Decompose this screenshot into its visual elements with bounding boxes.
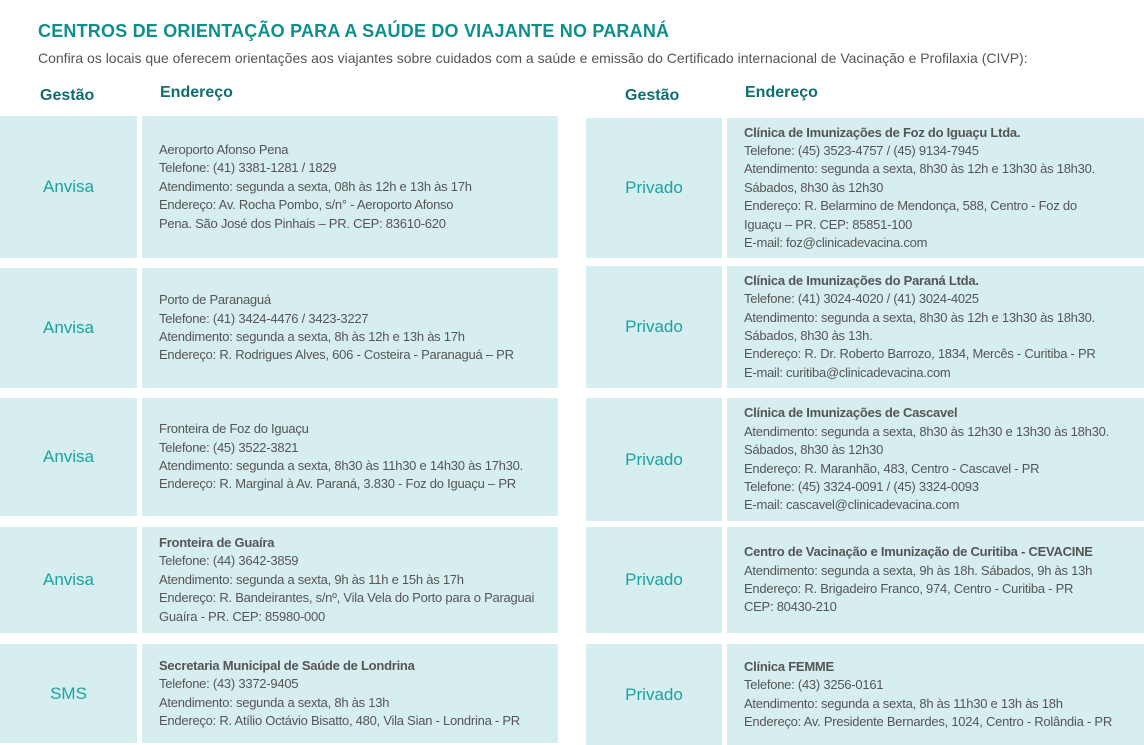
address-line: Endereço: R. Rodrigues Alves, 606 - Costeira - Paranaguá – PR [159,347,514,363]
left-gestao-cell: Anvisa [0,527,137,633]
address-line: Telefone: (41) 3424-4476 / 3423-3227 [159,310,369,326]
left-gestao-cell: Anvisa [0,116,137,258]
address-line: Atendimento: segunda a sexta, 8h às 11h30 e 13h às 18h [744,695,1063,711]
address-line: Telefone: (43) 3372-9405 [159,676,299,692]
center-name: Clínica de Imunizações de Foz do Iguaçu Ltda. [744,124,1021,140]
address-line: Fronteira de Foz do Iguaçu [159,421,309,437]
right-gestao-header: Gestão [625,87,680,104]
left-endereco-cell [142,398,558,516]
right-endereco-cell [727,527,1144,633]
address-line: Endereço: R. Dr. Roberto Barrozo, 1834, Mercês - Curitiba - PR [744,346,1096,362]
address-line: Telefone: (41) 3381-1281 / 1829 [159,160,337,176]
right-gestao-cell: Privado [586,118,722,258]
left-gestao-cell: SMS [0,644,137,743]
address-line: Pena. São José dos Pinhais – PR. CEP: 83610-620 [159,215,446,231]
address-line: Sábados, 8h30 às 12h30 [744,179,884,195]
address-line: Atendimento: segunda a sexta, 8h30 às 12h e 13h30 às 18h30. [744,161,1095,177]
address-line: Guaíra - PR. CEP: 85980-000 [159,608,325,624]
address-line: Atendimento: segunda a sexta, 8h30 às 11h30 e 14h30 às 17h30. [159,458,523,473]
address-line: Atendimento: segunda a sexta, 8h30 às 12h e 13h30 às 18h30. [744,309,1095,325]
address-line: Atendimento: segunda a sexta, 9h às 11h e 15h às 17h [159,571,464,587]
address-line: Telefone: (41) 3024-4020 / (41) 3024-4025 [744,291,979,307]
address-line: E-mail: curitiba@clinicadevacina.com [744,364,951,380]
address-line: Endereço: Av. Presidente Bernardes, 1024, Centro - Rolândia - PR [744,713,1112,729]
left-gestao-cell: Anvisa [0,398,137,516]
left-gestao-header: Gestão [40,87,95,104]
center-name: Secretaria Municipal de Saúde de Londrina [159,657,415,673]
center-name: Fronteira de Guaíra [159,534,275,550]
address-line: E-mail: foz@clinicadevacina.com [744,235,928,251]
address-line: Atendimento: segunda a sexta, 8h às 12h e 13h às 17h [159,329,465,344]
right-gestao-cell: Privado [586,644,722,745]
address-line: Sábados, 8h30 às 12h30 [744,442,884,458]
address-line: CEP: 80430-210 [744,599,837,615]
address-line: Endereço: R. Maranhão, 483, Centro - Cascavel - PR [744,460,1040,476]
center-name: Centro de Vacinação e Imunização de Curitiba - CEVACINE [744,544,1093,560]
address-line: Telefone: (45) 3523-4757 / (45) 9134-7945 [744,142,979,158]
address-line: Atendimento: segunda a sexta, 08h às 12h e 13h às 17h [159,178,472,194]
left-endereco-cell [142,644,558,743]
left-gestao-cell: Anvisa [0,268,137,388]
right-gestao-cell: Privado [586,266,722,388]
address-line: Iguaçu – PR. CEP: 85851-100 [744,216,913,232]
right-gestao-cell: Privado [586,398,722,521]
center-name: Clínica de Imunizações do Paraná Ltda. [744,272,979,288]
left-endereco-cell [142,116,558,258]
address-line: Atendimento: segunda a sexta, 8h às 13h [159,694,390,710]
address-line: Atendimento: segunda a sexta, 9h às 18h. Sábados, 9h às 13h [744,562,1093,578]
right-endereco-cell [727,398,1144,521]
address-line: Telefone: (45) 3522-3821 [159,439,299,455]
left-endereco-header: Endereço [160,84,233,101]
address-line: Endereço: Av. Rocha Pombo, s/n° - Aeroporto Afonso [159,197,454,213]
address-line: Endereço: R. Brigadeiro Franco, 974, Centro - Curitiba - PR [744,581,1074,596]
address-line: Endereço: R. Atílio Octávio Bisatto, 480, Vila Sian - Londrina - PR [159,712,520,728]
address-line: Telefone: (43) 3256-0161 [744,677,884,693]
center-name: Clínica FEMME [744,658,834,674]
center-name: Clínica de Imunizações de Cascavel [744,405,958,421]
address-line: Endereço: R. Bandeirantes, s/nº, Vila Vela do Porto para o Paraguai [159,590,535,606]
address-line: Telefone: (45) 3324-0091 / (45) 3324-0093 [744,478,979,494]
right-endereco-header: Endereço [745,84,818,101]
address-line: Endereço: R. Marginal à Av. Paraná, 3.830 - Foz do Iguaçu – PR [159,476,516,492]
right-endereco-cell [727,118,1144,258]
right-endereco-cell [727,266,1144,388]
page-subtitle: Confira os locais que oferecem orientações aos viajantes sobre cuidados com a saúde e emissão do Certificado internacional de Vacinação e Profilaxia (CIVP): [38,50,1028,66]
address-line: Telefone: (44) 3642-3859 [159,553,299,569]
left-endereco-cell [142,527,558,633]
page-title: CENTROS DE ORIENTAÇÃO PARA A SAÚDE DO VIAJANTE NO PARANÁ [38,21,670,41]
address-line: E-mail: cascavel@clinicadevacina.com [744,497,960,513]
address-line: Endereço: R. Belarmino de Mendonça, 588, Centro - Foz do [744,198,1077,214]
address-line: Porto de Paranaguá [159,292,271,308]
address-line: Atendimento: segunda a sexta, 8h30 às 12h30 e 13h30 às 18h30. [744,423,1109,439]
right-gestao-cell: Privado [586,527,722,633]
address-line: Sábados, 8h30 às 13h. [744,328,873,343]
right-endereco-cell [727,644,1144,745]
left-endereco-cell [142,268,558,388]
address-line: Aeroporto Afonso Pena [159,141,289,157]
